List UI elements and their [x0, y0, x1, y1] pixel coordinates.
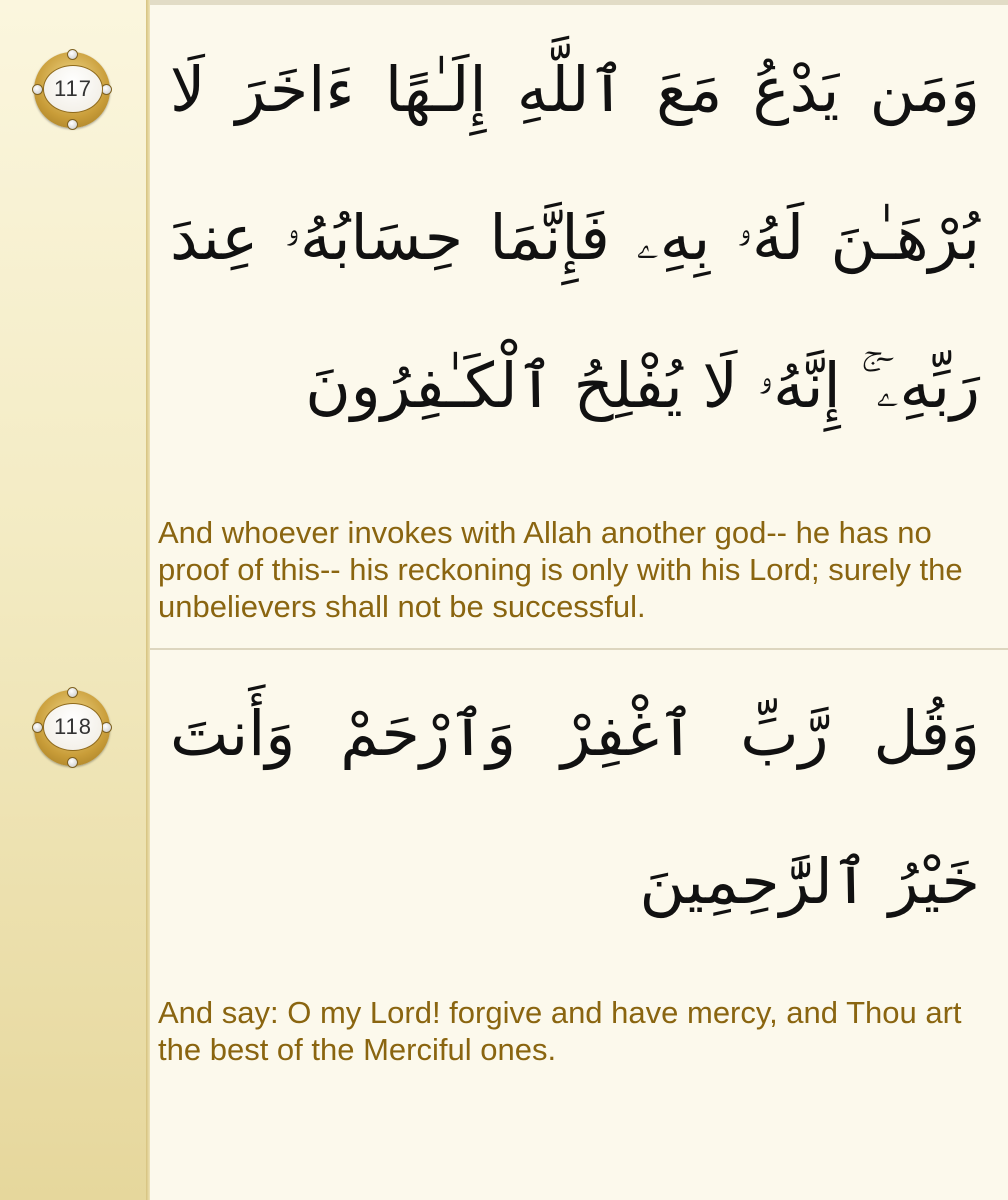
verse-translation: And whoever invokes with Allah another god-- he has no proof of this-- his reckoning is only with his Lord; surely the unbelievers shall not be successful.: [158, 515, 963, 624]
badge-ornament: [67, 757, 78, 768]
verse-arabic-text: وَمَن يَدْعُ مَعَ ٱللَّهِ إِلَـٰهًا ءَاخَرَ لَا بُرْهَـٰنَ لَهُۥ بِهِۦ فَإِنَّمَا حِسَابُهُۥ عِندَ رَبِّهِۦٓ ۚ إِنَّهُۥ لَا يُفْلِحُ ٱلْكَـٰفِرُونَ: [170, 53, 980, 422]
verse-translation: And say: O my Lord! forgive and have mercy, and Thou art the best of the Merciful ones.: [158, 995, 962, 1067]
verse-divider: [150, 648, 1008, 650]
verse-list: [150, 0, 1008, 1200]
verse-number-sidebar: [0, 0, 146, 1200]
badge-ornament: [67, 49, 78, 60]
verse-number-badge[interactable]: [34, 690, 110, 766]
badge-ornament: [67, 687, 78, 698]
verse-number-label: 117: [43, 65, 103, 113]
top-divider: [150, 0, 1008, 5]
badge-ornament: [32, 722, 43, 733]
verse-number-badge[interactable]: [34, 52, 110, 128]
badge-ornament: [67, 119, 78, 130]
verse-arabic-text: وَقُل رَّبِّ ٱغْفِرْ وَٱرْحَمْ وَأَنتَ خَيْرُ ٱلرَّٰحِمِينَ: [170, 697, 980, 918]
verse-number-label: 118: [43, 703, 103, 751]
badge-ornament: [32, 84, 43, 95]
